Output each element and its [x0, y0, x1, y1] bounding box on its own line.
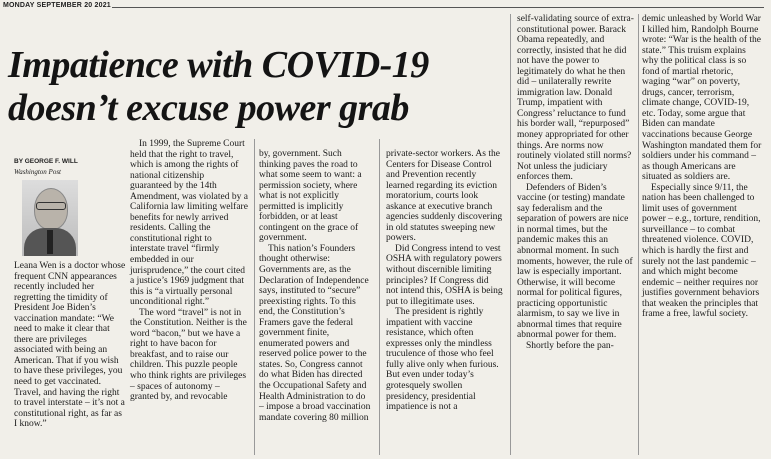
column-rule	[510, 14, 511, 455]
paragraph: Especially since 9/11, the nation has been challenged to limit uses of government power – e.g., torture, rendition, surveillance – to combat threatened violence. COVID, which is hardly the first and surely not the last pandemic – and which might become endemic – neither requires nor justifies government behaviors that weaken the principles that frame a free, lawful society.	[642, 182, 761, 320]
paragraph: Leana Wen is a doctor whose frequent CNN appearances recently included her regretting the timidity of President Joe Biden’s vaccination mandate: “We need to make it clear that there are privileges associated with being an American. That if you wish to have these privileges, you need to get vaccinated. Travel, and having the right to travel interstate – it’s not a constitutional right, as far as I know.”	[14, 261, 126, 430]
author-photo	[22, 180, 78, 256]
top-rule	[112, 7, 764, 8]
byline-source: Washington Post	[14, 168, 61, 176]
column-rule	[638, 14, 639, 455]
paragraph: The president is rightly impatient with vaccine resistance, which often expresses only the mindless truculence of those who feel fully alive only when furious. But even under today’s grotesquely swollen presidency, presidential impatience is not a	[386, 307, 499, 413]
article-column-2	[259, 149, 371, 423]
dateline: MONDAY SEPTEMBER 20 2021	[3, 2, 111, 9]
paragraph: This nation’s Founders thought otherwise: Governments are, as the Declaration of Independence says, instituted to “secure” preexisting rights. To this end, the Constitution’s Framers gave the federal government finite, enumerated powers and reserved police power to the states. So, Congress cannot do what Biden has directed the Occupational Safety and Health Administration to do – impose a broad vaccination mandate covering 80 million	[259, 243, 371, 423]
paragraph: Did Congress intend to vest OSHA with regulatory powers without discernible limiting principles? If Congress did not intend this, OSHA is being put to illegitimate uses.	[386, 243, 503, 307]
headline: Impatience with COVID-19 doesn’t excuse power grab	[8, 44, 429, 129]
article-column-4	[517, 14, 636, 352]
paragraph: In 1999, the Supreme Court held that the right to travel, which is among the rights of national citizenship guaranteed by the 14th Amendment, was violated by a California law limiting welfare benefits for newly arrived residents. Calling the constitutional right to interstate travel “firmly embedded in our jurisprudence,” the court cited a justice’s 1969 judgment that this is “a virtually personal unconditional right.”	[130, 139, 248, 308]
article-column-3	[386, 149, 503, 413]
paragraph: demic unleashed by World War I killed him, Randolph Bourne wrote: “War is the health of the state.” This truism explains why the political class is so fond of martial rhetoric, waging “war” on poverty, drugs, cancer, terrorism, climate change, COVID-19, etc. Today, some argue that Biden can mandate vaccinations because George Washington mandated them for soldiers under his command – as though Americans are situated as soldiers are.	[642, 14, 762, 183]
photo-glasses	[36, 202, 66, 210]
paragraph: Defenders of Biden’s vaccine (or testing) mandate say federalism and the separation of powers are nice in normal times, but the pandemic makes this an abnormal moment. In such moments, however, the rule of law is especially important. Otherwise, it will become normal for political figures, practicing opportunistic alarmism, to say we live in abnormal times that require abnormal power for them.	[517, 182, 633, 341]
article-column-5	[642, 14, 762, 320]
column-rule	[379, 139, 380, 455]
column-rule	[254, 139, 255, 455]
paragraph: The word “travel” is not in the Constitution. Neither is the word “bacon,” but we have a right to have bacon for breakfast, and to raise our children. This puzzle people who think rights are privileges – spaces of autonomy – granted by, and revocable	[130, 307, 247, 403]
photo-tie	[47, 230, 53, 254]
byline: BY GEORGE F. WILL	[14, 158, 78, 165]
paragraph: private-sector workers. As the Centers for Disease Control and Prevention recently learned regarding its eviction moratorium, courts look askance at executive branch agencies suddenly discovering in old statutes sweeping new powers.	[386, 149, 503, 244]
paragraph: by, government. Such thinking paves the road to what some seem to want: a permission society, where what is not explicitly permitted is implicitly forbidden, or at least contingent on the grace of government.	[259, 149, 362, 244]
article-column-1a	[14, 261, 127, 430]
paragraph: Shortly before the pan-	[526, 340, 614, 351]
article-column-1b	[130, 139, 248, 403]
paragraph: self-validating source of extra-constitutional power. Barack Obama repeatedly, and correctly, insisted that he did not have the power to legitimately do what he then did – unilaterally rewrite immigration law. Donald Trump, impatient with Congress’ reluctance to fund his border wall, “repurposed” money appropriated for other things. Are norms now routinely violated still norms? Not unless the judiciary enforces them.	[517, 14, 634, 183]
